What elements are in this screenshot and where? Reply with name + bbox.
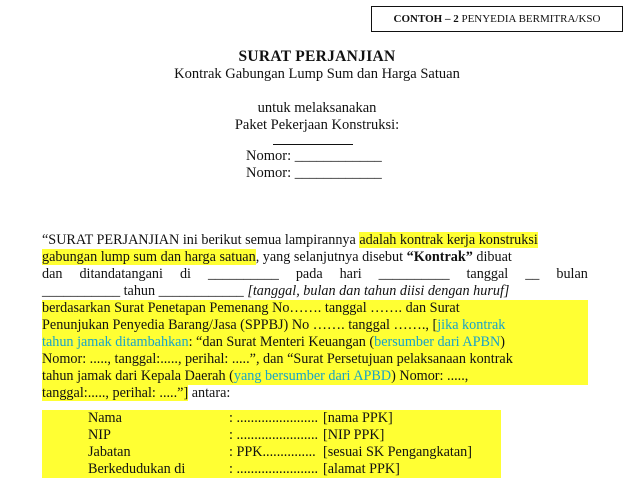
paragraph-line-4 [42,283,509,300]
paragraph-line-3 [42,266,588,283]
paragraph-line-8: Nomor: ....., tanggal:....., perihal: .....”, dan “Surat Persetujuan pelaksanaan kontrak [42,351,588,368]
paragraph-line-9 [42,368,588,385]
para-word: pada [295,266,323,282]
para-text: ) Nomor: ....., [391,368,469,384]
party-label: Nama [88,410,122,426]
para-cyan-text: jika kontrak [437,317,506,333]
para-word: __________ [378,266,450,282]
paragraph-line-7 [42,334,588,351]
party-value: [NIP PPK] [323,427,385,443]
para-kontrak-term: “Kontrak” [406,249,473,265]
paragraph-line-10 [42,385,230,402]
document-title: SURAT PERJANJIAN [238,48,396,65]
party-value: [nama PPK] [323,410,393,426]
para-text: , yang selanjutnya disebut [255,249,407,265]
paragraph-line-6 [42,317,588,334]
para-word: di [179,266,191,282]
paragraph-line-2 [42,249,512,266]
para-text: “SURAT PERJANJIAN ini berikut semua lampirannya [42,232,360,248]
purpose-line-2: Paket Pekerjaan Konstruksi: [234,117,400,133]
para-text: antara: [188,385,231,401]
nomor-line-1: Nomor: ____________ [246,148,382,164]
para-text: dibuat [472,249,512,265]
para-word: __________ [207,266,279,282]
para-word: bulan [556,266,588,282]
party-separator: : ....................... [229,410,319,426]
para-cyan-text: yang bersumber dari APBD [233,368,392,384]
party-label: Berkedudukan di [88,461,186,477]
party-separator: : ....................... [229,461,319,477]
para-cyan-text: tahun jamak ditambahkan [42,334,189,350]
document-subtitle: Kontrak Gabungan Lump Sum dan Harga Satuan [174,66,460,82]
party-label: NIP [88,427,111,443]
party-value: [sesuai SK Pengangkatan] [323,444,472,460]
party-label: Jabatan [88,444,131,460]
purpose-line-1: untuk melaksanakan [257,100,377,116]
para-text: Penunjukan Penyedia Barang/Jasa (SPPBJ) No ……. tanggal ……., [ [42,317,438,333]
party-separator: : PPK............... [229,444,316,460]
paragraph-line-5: berdasarkan Surat Penetapan Pemenang No……. tanggal ……. dan Surat [42,300,588,317]
para-word: hari [339,266,362,282]
para-text: tahun jamak dari Kepala Daerah ( [42,368,234,384]
party-separator: : ....................... [229,427,319,443]
template-label-rest: PENYEDIA BERMITRA/KSO [458,13,601,25]
template-label-bold: CONTOH – 2 [393,13,459,25]
para-word: dan [42,266,63,282]
para-text: ) [500,334,505,350]
party-value: [alamat PPK] [323,461,400,477]
package-name-blank [273,144,353,145]
para-text: : “dan Surat Menteri Keuangan ( [188,334,375,350]
para-italic-note: [tanggal, bulan dan tahun diisi dengan huruf] [247,283,510,299]
paragraph-line-1 [42,232,538,249]
nomor-line-2: Nomor: ____________ [246,165,382,181]
para-cyan-text: bersumber dari APBN [374,334,501,350]
para-highlight: adalah kontrak kerja konstruksi [359,232,538,248]
para-word: tanggal [466,266,509,282]
para-text: ___________ tahun ____________ [42,283,248,299]
para-word: ditandatangani [79,266,163,282]
para-word: __ [525,266,540,282]
template-label-box [371,6,623,32]
para-highlight: gabungan lump sum dan harga satuan [42,249,256,265]
para-highlight: tanggal:....., perihal: .....”] [42,385,189,401]
